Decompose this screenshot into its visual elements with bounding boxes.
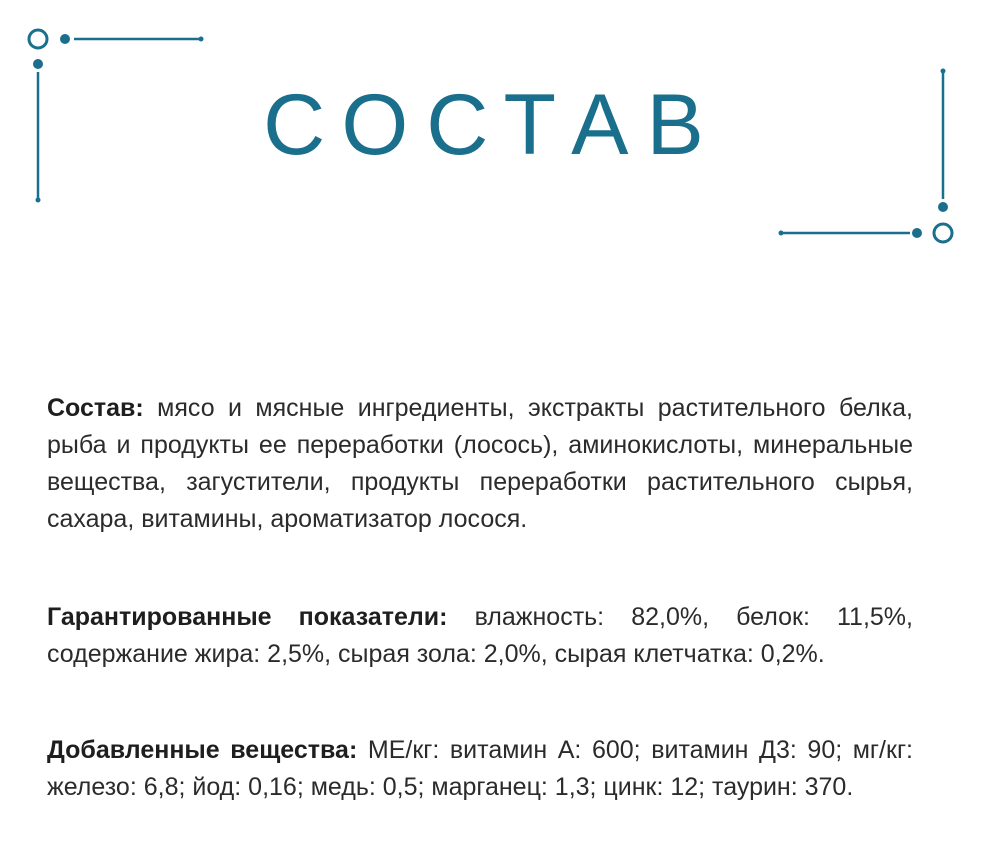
ornament-dot (938, 202, 948, 212)
composition-text: мясо и мясные ингредиенты, экстракты растительного белка, рыба и продукты ее переработки (лосось), аминокислоты, минеральные вещества, загустители, продукты переработки растительного сырья, сахара, витамины, ароматизатор лосося. (47, 394, 913, 533)
guaranteed-paragraph (47, 599, 913, 673)
guaranteed-label: Гарантированные показатели: (47, 603, 448, 631)
ornament-dot (33, 59, 43, 69)
composition-paragraph (47, 390, 913, 538)
ornament-end-dot (199, 37, 204, 42)
ornament-dot (60, 34, 70, 44)
guaranteed-text: влажность: 82,0%, белок: 11,5%, содержание жира: 2,5%, сырая зола: 2,0%, сырая клетчатка: 0,2%. (47, 603, 913, 668)
page-title: СОСТАВ (263, 77, 722, 173)
additives-paragraph (47, 732, 913, 806)
composition-label: Состав: (47, 394, 144, 422)
additives-label: Добавленные вещества: (47, 736, 358, 764)
ornament-dot (912, 228, 922, 238)
ornament-ring (29, 30, 47, 48)
additives-text: МЕ/кг: витамин А: 600; витамин Д3: 90; мг/кг: железо: 6,8; йод: 0,16; медь: 0,5; марганец: 1,3; цинк: 12; таурин: 370. (47, 736, 914, 801)
ornament-end-dot (36, 198, 41, 203)
ornament-ring (934, 224, 952, 242)
